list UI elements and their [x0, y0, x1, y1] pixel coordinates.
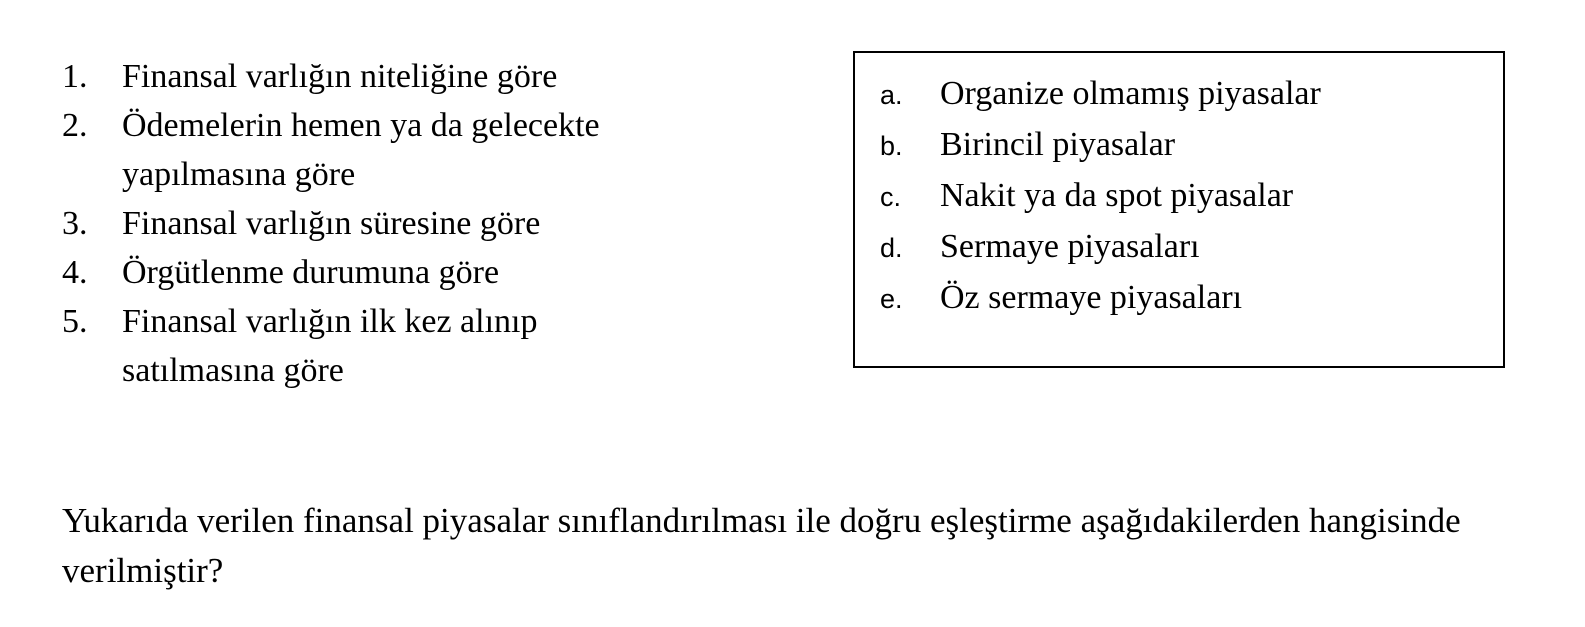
criteria-number: 5. — [62, 303, 88, 340]
market-type-letter: d. — [880, 233, 903, 263]
market-type-letter: b. — [880, 131, 903, 161]
market-type-item-a — [880, 69, 1321, 120]
criteria-number: 4. — [62, 254, 88, 291]
market-type-item-b — [880, 120, 1321, 171]
market-types-list — [880, 69, 1321, 324]
market-type-text: Nakit ya da spot piyasalar — [940, 177, 1294, 214]
criteria-text: Örgütlenme durumuna göre — [122, 254, 500, 291]
market-types-box — [853, 51, 1505, 368]
market-type-letter: c. — [880, 182, 902, 212]
market-type-letter: a. — [880, 80, 903, 110]
market-type-item-c — [880, 171, 1321, 222]
criteria-number: 3. — [62, 205, 88, 242]
market-type-item-e — [880, 273, 1321, 324]
question-text: Yukarıda verilen finansal piyasalar sınıflandırılması ile doğru eşleştirme aşağıdakilerden hangisinde verilmiştir? — [62, 501, 1461, 590]
market-type-text: Sermaye piyasaları — [940, 228, 1200, 265]
market-type-item-d — [880, 222, 1321, 273]
criteria-text: Finansal varlığın süresine göre — [122, 205, 541, 242]
criteria-item-4 — [62, 248, 762, 297]
criteria-text: Finansal varlığın niteliğine göre — [122, 58, 558, 95]
criteria-item-5 — [62, 297, 762, 395]
market-type-text: Organize olmamış piyasalar — [940, 75, 1321, 112]
criteria-text: Finansal varlığın ilk kez alınıp satılmasına göre — [122, 303, 538, 389]
market-type-text: Öz sermaye piyasaları — [940, 279, 1243, 316]
market-type-letter: e. — [880, 284, 903, 314]
criteria-text: Ödemelerin hemen ya da gelecekte yapılmasına göre — [122, 107, 600, 193]
criteria-item-3 — [62, 199, 762, 248]
classification-criteria-list — [62, 52, 762, 395]
criteria-number: 1. — [62, 58, 88, 95]
criteria-item-1 — [62, 52, 762, 101]
criteria-item-2 — [62, 101, 762, 199]
criteria-number: 2. — [62, 107, 88, 144]
market-type-text: Birincil piyasalar — [940, 126, 1176, 163]
